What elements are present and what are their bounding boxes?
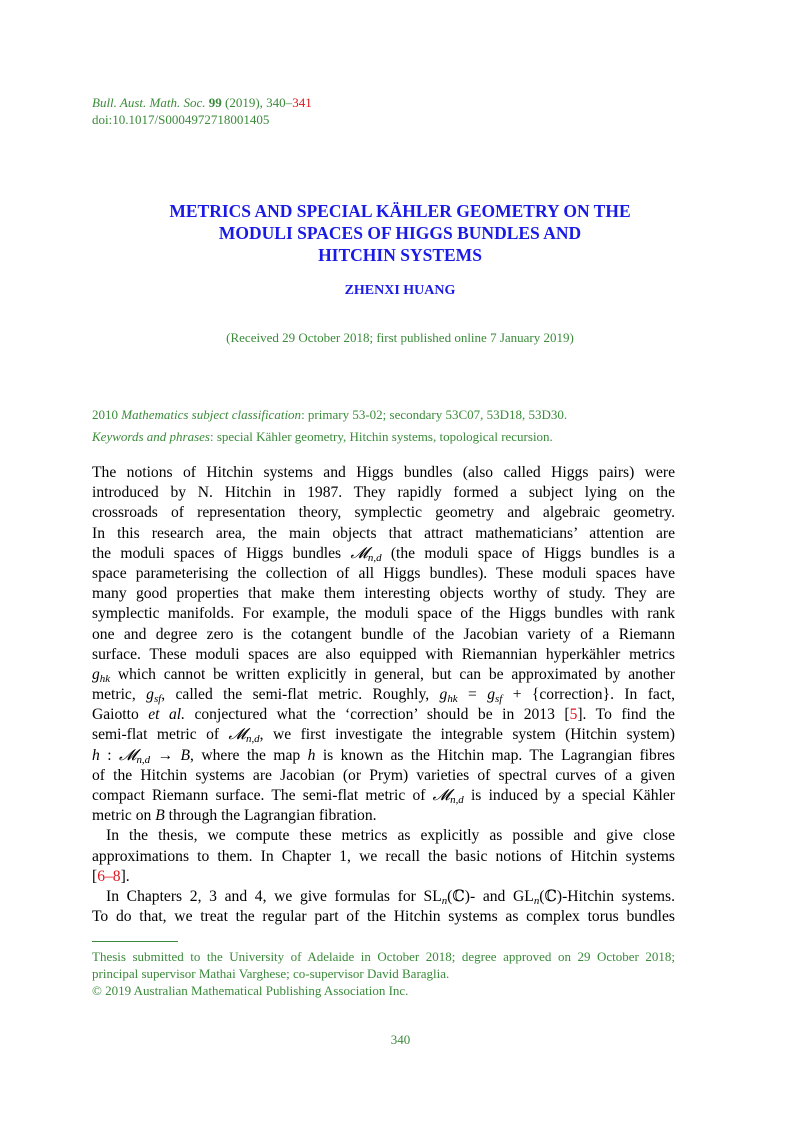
body-line: The notions of Hitchin systems and Higgs bundles (also called Higgs pairs) were bbox=[92, 464, 675, 481]
body-line: space parameterising the collection of all Higgs bundles). These moduli spaces have bbox=[92, 564, 675, 582]
keywords-text: : special Kähler geometry, Hitchin systems, topological recursion. bbox=[209, 429, 553, 444]
body-line: In the thesis, we compute these metrics as explicitly as possible and give close bbox=[106, 827, 675, 845]
keywords bbox=[92, 426, 567, 448]
journal-header bbox=[92, 94, 312, 128]
body-line: of the Hitchin systems are Jacobian (or Prym) varieties of spectral curves of a given bbox=[92, 766, 675, 784]
body-line: [6–8]. bbox=[92, 867, 130, 885]
classification-text: : primary 53-02; secondary 53C07, 53D18, 53D30. bbox=[301, 407, 568, 422]
body-line: compact Riemann surface. The semi-flat metric of 𝓜$_{n,d}$ is induced by a special Kähler bbox=[92, 787, 675, 806]
classification-year: 2010 bbox=[92, 407, 118, 422]
body-line: surface. These moduli spaces are also equipped with Riemannian hyperkähler metrics bbox=[92, 645, 675, 663]
body-line: $g_{hk}$ which cannot be written explicitly in general, but can be approximated by another bbox=[92, 665, 675, 685]
body-line: introduced by N. Hitchin in 1987. They rapidly formed a subject lying on the bbox=[92, 484, 675, 502]
received-dates: (Received 29 October 2018; first published online 7 January 2019) bbox=[226, 330, 574, 345]
footnote bbox=[92, 948, 675, 999]
journal-name: Bull. Aust. Math. Soc. bbox=[92, 95, 206, 110]
citation-line bbox=[92, 94, 312, 111]
body-line: metric, $g_{sf}$, called the semi-flat metric. Roughly, $g_{hk} = g_{sf}$ + {correction}. In fact, bbox=[92, 686, 676, 706]
title-line-3: HITCHIN SYSTEMS bbox=[318, 245, 482, 265]
body-line: In this research area, the main objects that attract mathematicians’ attention are bbox=[92, 524, 675, 542]
last-page-link[interactable]: 341 bbox=[292, 95, 312, 110]
title-line-1: METRICS AND SPECIAL KÄHLER GEOMETRY ON THE bbox=[169, 201, 631, 221]
body-line: metric on B through the Lagrangian fibration. bbox=[92, 807, 377, 825]
body-line: many good properties that make them interesting objects worthy of study. They are bbox=[92, 585, 675, 603]
footnote-rule bbox=[92, 941, 178, 942]
body-line: crossroads of representation theory, symplectic geometry and algebraic geometry. bbox=[92, 504, 675, 522]
classification-label: Mathematics subject classification bbox=[121, 407, 302, 422]
abstract-body bbox=[92, 463, 675, 927]
body-line: In Chapters 2, 3 and 4, we give formulas for $SL_n(ℂ)-$ and $GL_n(ℂ)$-Hitchin systems. bbox=[106, 887, 676, 907]
copyright-line: © 2019 Australian Mathematical Publishing Association Inc. bbox=[92, 983, 409, 998]
subject-classification bbox=[92, 404, 567, 426]
journal-volume: 99 bbox=[208, 95, 222, 110]
doi[interactable]: doi:10.1017/S0004972718001405 bbox=[92, 112, 270, 127]
citation-link-5[interactable]: 5 bbox=[569, 706, 578, 724]
keywords-label: Keywords and phrases bbox=[92, 429, 210, 444]
citation-link-6-8[interactable]: 6–8 bbox=[97, 867, 121, 885]
body-line: the moduli spaces of Higgs bundles 𝓜$_{n,d}$ (the moduli space of Higgs bundles is a bbox=[92, 544, 675, 564]
author-name: ZHENXI HUANG bbox=[344, 283, 456, 298]
page-number: 340 bbox=[390, 1032, 411, 1047]
body-line: semi-flat metric of 𝓜$_{n,d}$, we first investigate the integrable system (Hitchin system) bbox=[92, 726, 675, 746]
year-pages: (2019), 340– bbox=[225, 95, 293, 110]
body-line: symplectic manifolds. For example, the moduli space of the Higgs bundles with rank bbox=[92, 605, 675, 623]
footnote-line-2: principal supervisor Mathai Varghese; co-supervisor David Baraglia. bbox=[92, 966, 450, 981]
body-line: approximations to them. In Chapter 1, we recall the basic notions of Hitchin systems bbox=[92, 847, 675, 865]
body-line: Gaiotto et al. conjectured what the ‘correction’ should be in 2013 [5]. To find the bbox=[92, 706, 675, 724]
body-line: h : 𝓜$_{n,d}$ → B, where the map h is known as the Hitchin map. The Lagrangian fibres bbox=[92, 746, 675, 766]
title-line-2: MODULI SPACES OF HIGGS BUNDLES AND bbox=[218, 223, 582, 243]
classification-block bbox=[92, 404, 567, 448]
body-line: one and degree zero is the cotangent bundle of the Jacobian variety of a Riemann bbox=[92, 625, 675, 643]
footnote-line-1: Thesis submitted to the University of Adelaide in October 2018; degree approved on 29 October 2018; bbox=[92, 949, 675, 964]
body-line: To do that, we treat the regular part of the Hitchin systems as complex torus bundles bbox=[92, 908, 675, 926]
paper-title bbox=[92, 200, 708, 266]
